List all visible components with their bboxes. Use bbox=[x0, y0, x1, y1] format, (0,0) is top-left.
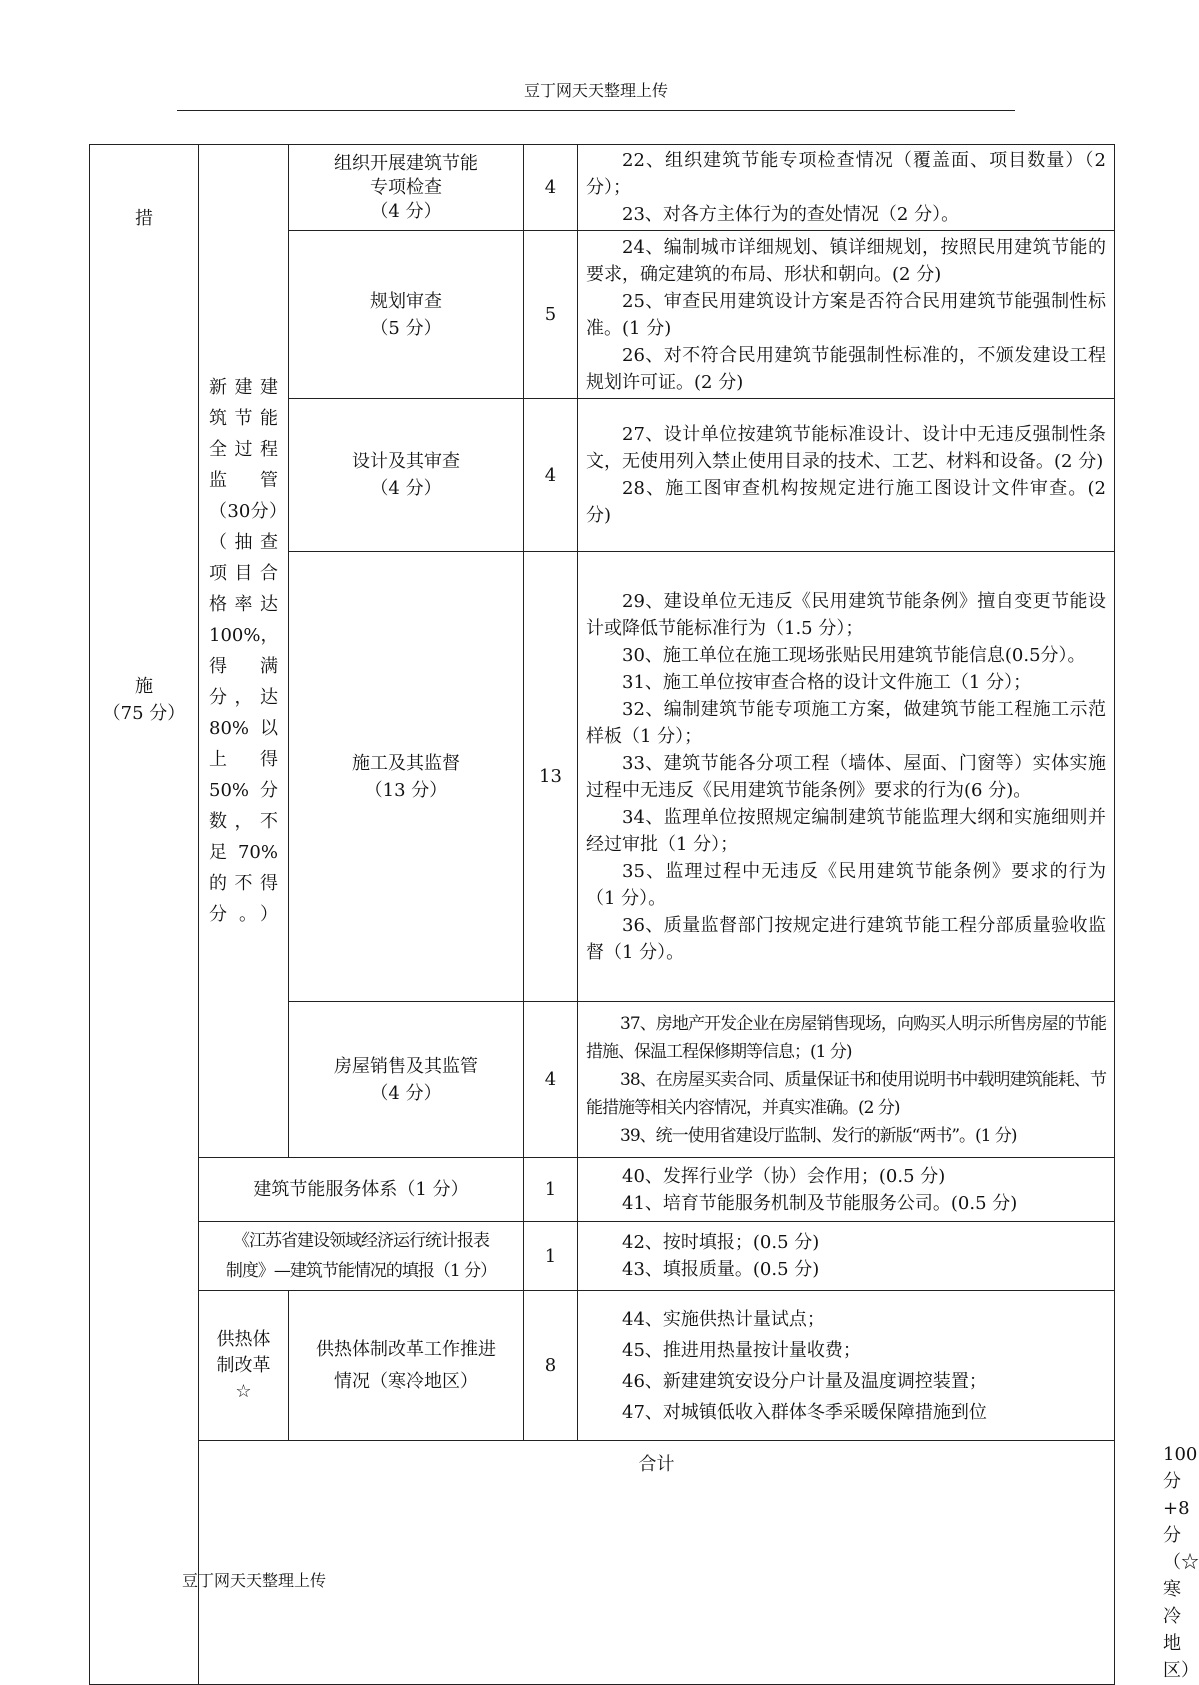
subcategory-heating: 供热体 制改革 ☆ bbox=[199, 1291, 289, 1441]
score-cell: 5 bbox=[524, 231, 578, 399]
score-cell: 4 bbox=[524, 1002, 578, 1158]
score-cell: 4 bbox=[524, 145, 578, 231]
page-footer: 豆丁网天天整理上传 bbox=[182, 1571, 327, 1590]
category-bottom-char: 施 bbox=[135, 676, 153, 697]
table-row bbox=[90, 1158, 1115, 1222]
score-cell: 13 bbox=[524, 552, 578, 1002]
item-cell: 组织开展建筑节能 专项检查 （4 分） bbox=[289, 145, 524, 231]
score-cell: 4 bbox=[524, 399, 578, 552]
detail-cell: 37、房地产开发企业在房屋销售现场，向购买人明示所售房屋的节能措施、保温工程保修期等信息；(1 分) 38、在房屋买卖合同、质量保证书和使用说明书中载明建筑能耗、节能措施等相关内容情况，并真实准确。(2 分) 39、统一使用省建设厅监制、发行的新版“两书”。(1 分) bbox=[578, 1002, 1115, 1158]
page-header: 豆丁网天天整理上传 bbox=[523, 81, 668, 100]
item-cell: 房屋销售及其监管 （4 分） bbox=[289, 1002, 524, 1158]
table-row bbox=[90, 1222, 1115, 1291]
detail-cell: 44、实施供热计量试点； 45、推进用热量按计量收费； 46、新建建筑安设分户计量及温度调控装置； 47、对城镇低收入群体冬季采暖保障措施到位 bbox=[578, 1291, 1115, 1441]
item-cell: 规划审查 （5 分） bbox=[289, 231, 524, 399]
table-row bbox=[90, 1291, 1115, 1441]
detail-cell: 22、组织建筑节能专项检查情况（覆盖面、项目数量）（2 分）； 23、对各方主体行为的查处情况（2 分）。 bbox=[578, 145, 1115, 231]
category-top-char: 措 bbox=[135, 208, 153, 229]
detail-cell: 24、编制城市详细规划、镇详细规划，按照民用建筑节能的要求，确定建筑的布局、形状和朝向。(2 分) 25、审查民用建筑设计方案是否符合民用建筑节能强制性标准。(1 分) 26、对不符合民用建筑节能强制性标准的，不颁发建设工程规划许可证。(2 分) bbox=[578, 231, 1115, 399]
category-score: （75 分） bbox=[102, 703, 186, 724]
header-divider bbox=[177, 110, 1015, 111]
category-cell bbox=[90, 145, 199, 1685]
score-cell: 1 bbox=[524, 1158, 578, 1222]
table-row bbox=[90, 145, 1115, 231]
item-cell: 建筑节能服务体系（1 分） bbox=[199, 1158, 524, 1222]
subcategory-new-building: 新建建筑节能全过程监管（30分）（抽查项目合格率达100%，得满分，达80%以上得50%分数，不足70%的不得分。） bbox=[199, 145, 289, 1158]
item-cell: 设计及其审查 （4 分） bbox=[289, 399, 524, 552]
item-cell: 施工及其监督 （13 分） bbox=[289, 552, 524, 1002]
detail-cell: 42、按时填报；(0.5 分) 43、填报质量。(0.5 分) bbox=[578, 1222, 1115, 1291]
detail-cell: 40、发挥行业学（协）会作用；(0.5 分) 41、培育节能服务机制及节能服务公司。(0.5 分) bbox=[578, 1158, 1115, 1222]
item-cell: 供热体制改革工作推进 情况（寒冷地区） bbox=[289, 1291, 524, 1441]
total-label: 合计 bbox=[199, 1441, 1115, 1685]
table-row: 合计 100 分+8 分（☆寒冷地区） bbox=[90, 1441, 1115, 1685]
evaluation-table bbox=[89, 144, 1199, 1685]
score-cell: 8 bbox=[524, 1291, 578, 1441]
score-cell: 1 bbox=[524, 1222, 578, 1291]
detail-cell: 29、建设单位无违反《民用建筑节能条例》擅自变更节能设计或降低节能标准行为（1.5 分）； 30、施工单位在施工现场张贴民用建筑节能信息(0.5分）。 31、施工单位按审查合格的设计文件施工（1 分）； 32、编制建筑节能专项施工方案，做建筑节能工程施工示范样板（1 分）； 33、建筑节能各分项工程（墙体、屋面、门窗等）实体实施过程中无违反《民用建筑节能条例》要求的行为(6 分)。 34、监理单位按照规定编制建筑节能监理大纲和实施细则并经过审批（1 分）； 35、监理过程中无违反《民用建筑节能条例》要求的行为（1 分）。 36、质量监督部门按规定进行建筑节能工程分部质量验收监督（1 分）。 bbox=[578, 552, 1115, 1002]
detail-cell: 27、设计单位按建筑节能标准设计、设计中无违反强制性条文，无使用列入禁止使用目录的技术、工艺、材料和设备。(2 分) 28、施工图审查机构按规定进行施工图设计文件审查。(2 分) bbox=[578, 399, 1115, 552]
item-cell: 《江苏省建设领域经济运行统计报表 制度》—建筑节能情况的填报（1 分） bbox=[199, 1222, 524, 1291]
